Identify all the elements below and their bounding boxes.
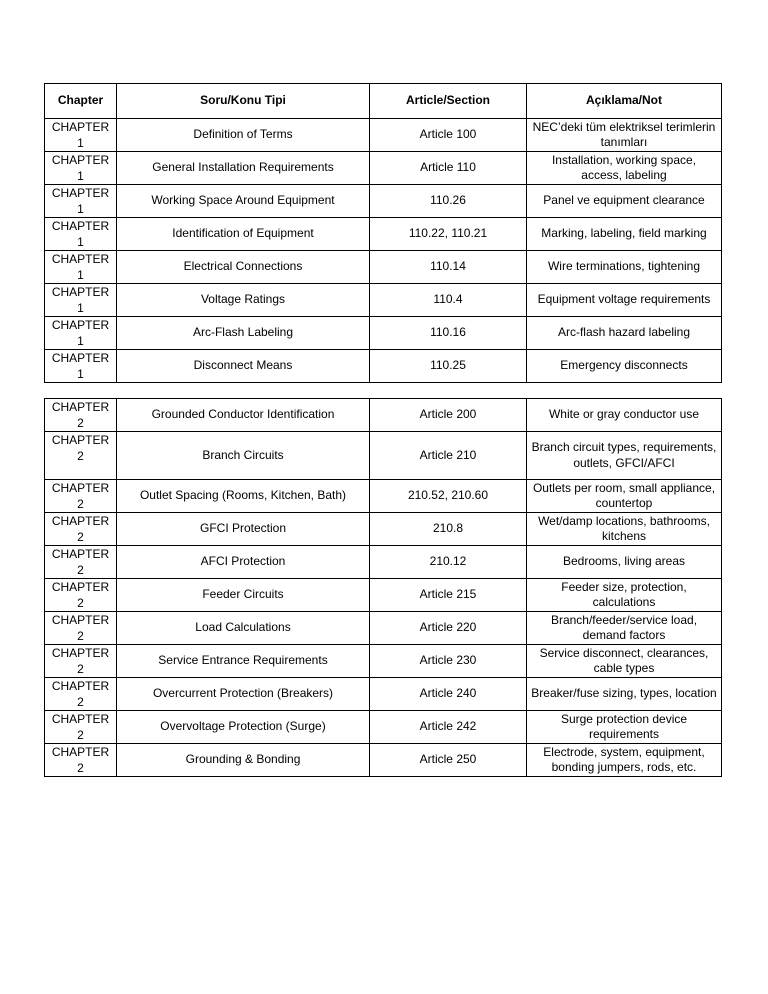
table-row	[45, 480, 722, 513]
note-cell: Breaker/fuse sizing, types, location	[527, 678, 722, 711]
table-row	[45, 399, 722, 432]
chapter-cell: CHAPTER 1	[45, 185, 117, 218]
note-cell: NEC’deki tüm elektriksel terimlerin tanımları	[527, 119, 722, 152]
topic-cell: Voltage Ratings	[117, 284, 370, 317]
article-cell: Article 215	[370, 579, 527, 612]
header-topic: Soru/Konu Tipi	[117, 84, 370, 119]
note-cell: Emergency disconnects	[527, 350, 722, 383]
chapter-cell: CHAPTER 2	[45, 579, 117, 612]
article-cell: Article 110	[370, 152, 527, 185]
topic-cell: Outlet Spacing (Rooms, Kitchen, Bath)	[117, 480, 370, 513]
article-cell: Article 250	[370, 744, 527, 777]
table-row	[45, 612, 722, 645]
chapter-cell: CHAPTER 2	[45, 678, 117, 711]
table-row	[45, 119, 722, 152]
chapter-cell: CHAPTER 1	[45, 284, 117, 317]
article-cell: 210.8	[370, 513, 527, 546]
chapter-2-table	[44, 398, 722, 777]
topic-cell: Identification of Equipment	[117, 218, 370, 251]
article-cell: 110.16	[370, 317, 527, 350]
chapter-1-table	[44, 83, 722, 383]
article-cell: Article 242	[370, 711, 527, 744]
table-row	[45, 218, 722, 251]
article-cell: Article 210	[370, 432, 527, 480]
note-cell: Branch circuit types, requirements, outlets, GFCI/AFCI	[527, 432, 722, 480]
topic-cell: Grounded Conductor Identification	[117, 399, 370, 432]
chapter-cell: CHAPTER 2	[45, 399, 117, 432]
topic-cell: General Installation Requirements	[117, 152, 370, 185]
chapter-cell: CHAPTER 1	[45, 251, 117, 284]
topic-cell: Disconnect Means	[117, 350, 370, 383]
topic-cell: AFCI Protection	[117, 546, 370, 579]
topic-cell: Arc-Flash Labeling	[117, 317, 370, 350]
chapter-cell: CHAPTER 2	[45, 513, 117, 546]
note-cell: Arc-flash hazard labeling	[527, 317, 722, 350]
note-cell: Branch/feeder/service load, demand factors	[527, 612, 722, 645]
topic-cell: Branch Circuits	[117, 432, 370, 480]
topic-cell: Electrical Connections	[117, 251, 370, 284]
note-cell: Panel ve equipment clearance	[527, 185, 722, 218]
chapter-cell: CHAPTER 2	[45, 480, 117, 513]
article-cell: Article 200	[370, 399, 527, 432]
chapter-cell: CHAPTER 2	[45, 645, 117, 678]
table-row	[45, 152, 722, 185]
chapter-cell: CHAPTER 1	[45, 119, 117, 152]
table-row	[45, 432, 722, 480]
table-row	[45, 185, 722, 218]
topic-cell: Overcurrent Protection (Breakers)	[117, 678, 370, 711]
note-cell: Service disconnect, clearances, cable types	[527, 645, 722, 678]
header-article: Article/Section	[370, 84, 527, 119]
table-row	[45, 645, 722, 678]
chapter-cell: CHAPTER 1	[45, 350, 117, 383]
table-row	[45, 711, 722, 744]
note-cell: Feeder size, protection, calculations	[527, 579, 722, 612]
header-note: Açıklama/Not	[527, 84, 722, 119]
article-cell: 110.14	[370, 251, 527, 284]
topic-cell: Feeder Circuits	[117, 579, 370, 612]
table-row	[45, 546, 722, 579]
note-cell: Marking, labeling, field marking	[527, 218, 722, 251]
chapter-cell: CHAPTER 2	[45, 546, 117, 579]
article-cell: 110.4	[370, 284, 527, 317]
topic-cell: Definition of Terms	[117, 119, 370, 152]
note-cell: Electrode, system, equipment, bonding jumpers, rods, etc.	[527, 744, 722, 777]
chapter-cell: CHAPTER 2	[45, 612, 117, 645]
note-cell: Bedrooms, living areas	[527, 546, 722, 579]
article-cell: 210.52, 210.60	[370, 480, 527, 513]
topic-cell: GFCI Protection	[117, 513, 370, 546]
chapter-cell: CHAPTER 1	[45, 152, 117, 185]
article-cell: 110.22, 110.21	[370, 218, 527, 251]
table-row	[45, 350, 722, 383]
table-row	[45, 678, 722, 711]
topic-cell: Load Calculations	[117, 612, 370, 645]
article-cell: 110.26	[370, 185, 527, 218]
table-row	[45, 251, 722, 284]
topic-cell: Working Space Around Equipment	[117, 185, 370, 218]
chapter-cell: CHAPTER 2	[45, 744, 117, 777]
article-cell: Article 100	[370, 119, 527, 152]
table-row	[45, 579, 722, 612]
note-cell: Equipment voltage requirements	[527, 284, 722, 317]
table-row	[45, 513, 722, 546]
note-cell: Wire terminations, tightening	[527, 251, 722, 284]
article-cell: Article 220	[370, 612, 527, 645]
article-cell: Article 240	[370, 678, 527, 711]
table-row	[45, 317, 722, 350]
note-cell: Outlets per room, small appliance, countertop	[527, 480, 722, 513]
chapter-cell: CHAPTER 1	[45, 218, 117, 251]
chapter-cell: CHAPTER 1	[45, 317, 117, 350]
table-header-row	[45, 84, 722, 119]
article-cell: 110.25	[370, 350, 527, 383]
header-chapter: Chapter	[45, 84, 117, 119]
table-row	[45, 744, 722, 777]
note-cell: White or gray conductor use	[527, 399, 722, 432]
chapter-cell: CHAPTER 2	[45, 432, 117, 480]
article-cell: Article 230	[370, 645, 527, 678]
topic-cell: Overvoltage Protection (Surge)	[117, 711, 370, 744]
note-cell: Installation, working space, access, labeling	[527, 152, 722, 185]
topic-cell: Service Entrance Requirements	[117, 645, 370, 678]
table-row	[45, 284, 722, 317]
chapter-cell: CHAPTER 2	[45, 711, 117, 744]
article-cell: 210.12	[370, 546, 527, 579]
topic-cell: Grounding & Bonding	[117, 744, 370, 777]
note-cell: Wet/damp locations, bathrooms, kitchens	[527, 513, 722, 546]
note-cell: Surge protection device requirements	[527, 711, 722, 744]
